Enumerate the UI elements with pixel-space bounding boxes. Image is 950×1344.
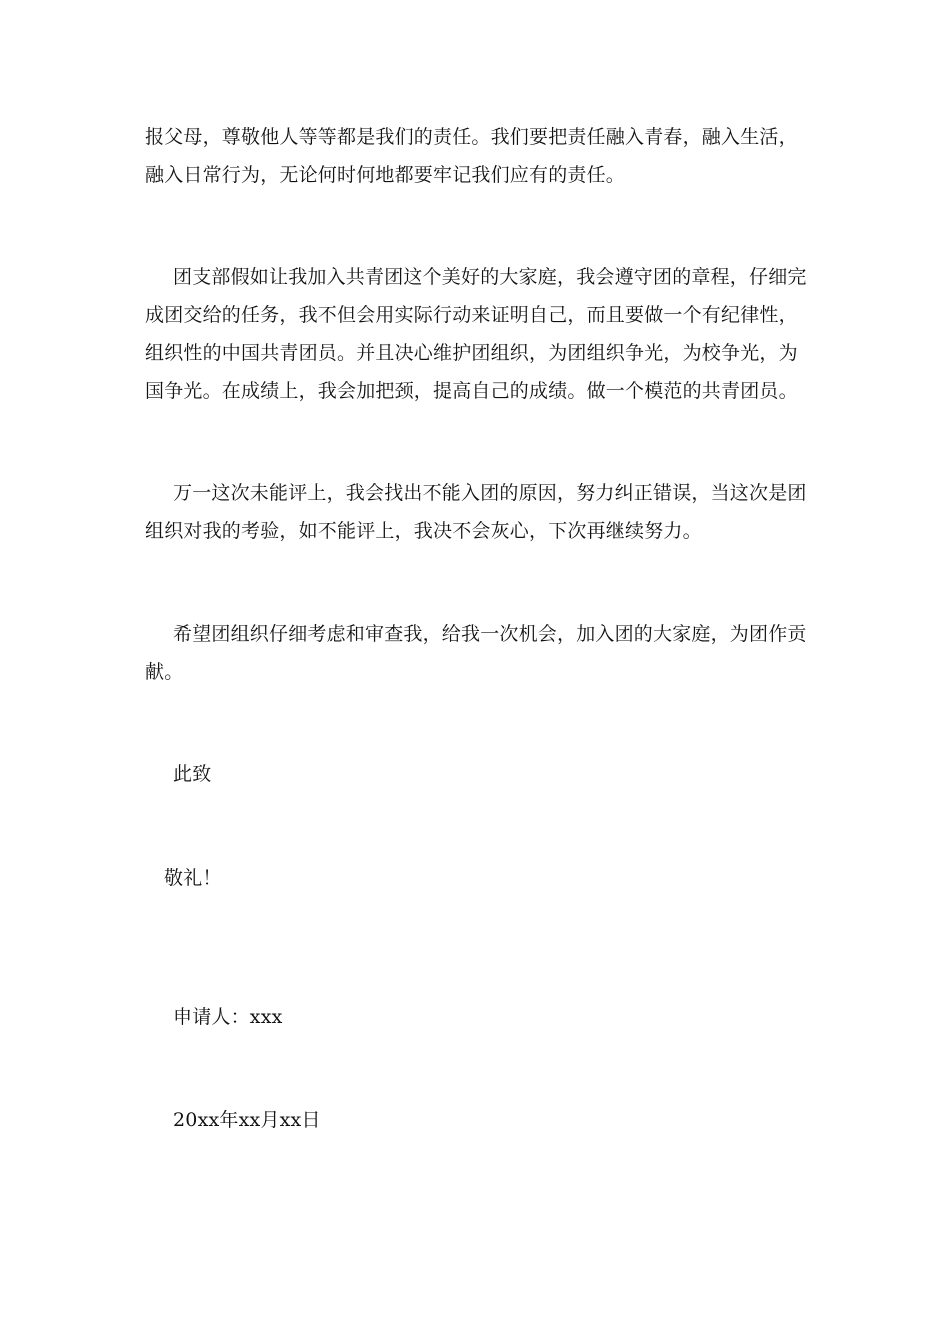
paragraph-line: 融入日常行为，无论何时何地都要牢记我们应有的责任。 [145,164,626,186]
paragraph-line: 组织性的中国共青团员。并且决心维护团组织，为团组织争光，为校争光，为 [145,342,798,364]
paragraph-line: 国争光。在成绩上，我会加把颈，提高自己的成绩。做一个模范的共青团员。 [145,380,798,402]
salute-text: 敬礼！ [164,867,222,889]
paragraph-line: 组织对我的考验，如不能评上，我决不会灰心，下次再继续努力。 [145,520,702,542]
paragraph-line: 报父母，尊敬他人等等都是我们的责任。我们要把责任融入青春，融入生活， [145,126,798,148]
closing-text: 此致 [173,763,212,785]
paragraph-line: 希望团组织仔细考虑和审查我，给我一次机会，加入团的大家庭，为团作贡 [173,623,807,645]
paragraph-line: 成团交给的任务，我不但会用实际行动来证明自己，而且要做一个有纪律性， [145,304,798,326]
applicant-name: 申请人：xxx [173,1006,283,1028]
paragraph-line: 团支部假如让我加入共青团这个美好的大家庭，我会遵守团的章程，仔细完 [173,266,807,288]
application-date: 20xx年xx月xx日 [173,1109,321,1131]
paragraph-line: 万一这次未能评上，我会找出不能入团的原因，努力纠正错误，当这次是团 [173,482,807,504]
paragraph-line: 献。 [145,661,184,683]
